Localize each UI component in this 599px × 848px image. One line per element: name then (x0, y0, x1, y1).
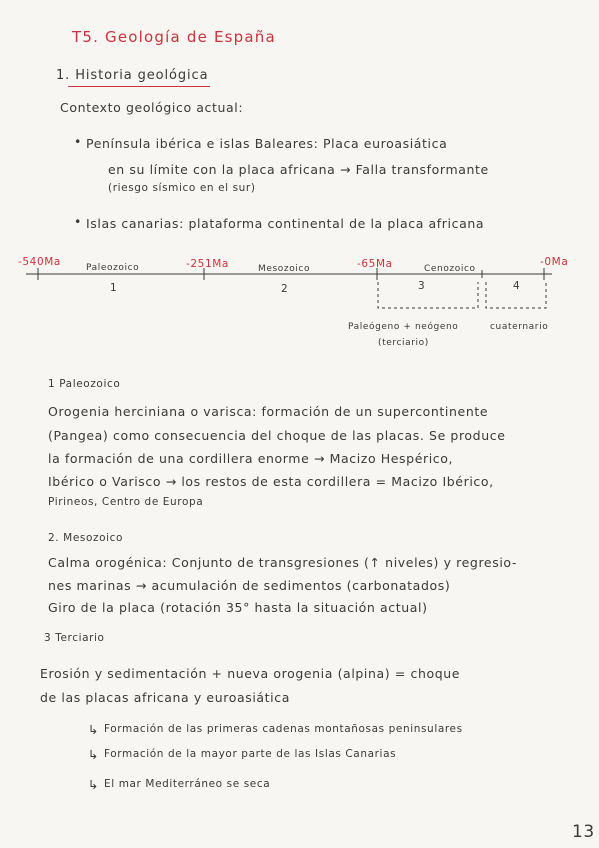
terciario-item: El mar Mediterráneo se seca (104, 778, 271, 790)
period-number-3: 3 (418, 280, 426, 292)
bullet2-text: Islas canarias: plataforma continental de la placa africana (86, 216, 485, 231)
mesozoico-line: Calma orogénica: Conjunto de transgresiones (↑ niveles) y regresio- (48, 555, 517, 570)
corner-arrow-icon: ↳ (88, 747, 100, 762)
corner-arrow-icon: ↳ (88, 722, 100, 737)
bullet1-line1: Península ibérica e islas Baleares: Placa euroasiática (86, 136, 448, 151)
paleozoico-line: Ibérico o Varisco → los restos de esta cordillera = Macizo Ibérico, (48, 474, 494, 489)
bullet-dot: • (74, 214, 82, 229)
terciario-item: Formación de las primeras cadenas montañosas peninsulares (104, 723, 463, 735)
bracket3-sublabel: (terciario) (378, 338, 429, 348)
section-heading-paleozoico: 1 Paleozoico (48, 378, 121, 390)
paleozoico-line: Orogenia herciniana o varisca: formación de un supercontinente (48, 404, 489, 419)
mesozoico-line: nes marinas → acumulación de sedimentos (carbonatados) (48, 578, 451, 593)
bullet-dot: • (74, 134, 82, 149)
section-heading-historia: 1. Historia geológica (56, 68, 209, 83)
page-title: T5. Geología de España (72, 28, 276, 46)
tick-label-251: -251Ma (186, 258, 229, 270)
era-paleozoico: Paleozoico (86, 263, 140, 273)
paleozoico-line: la formación de una cordillera enorme → Macizo Hespérico, (48, 451, 454, 466)
bullet1-line2: en su límite con la placa africana → Falla transformante (108, 162, 489, 177)
bracket4-label: cuaternario (490, 322, 549, 332)
tick-label-540: -540Ma (18, 256, 61, 268)
context-label: Contexto geológico actual: (60, 100, 244, 115)
page-number: 13 (572, 822, 595, 842)
period-number-4: 4 (513, 280, 521, 292)
era-mesozoico: Mesozoico (258, 264, 311, 274)
paleozoico-line: Pirineos, Centro de Europa (48, 496, 204, 508)
corner-arrow-icon: ↳ (88, 777, 100, 792)
section-heading-terciario: 3 Terciario (44, 632, 105, 644)
period-number-2: 2 (281, 283, 289, 295)
paleozoico-line: (Pangea) como consecuencia del choque de las placas. Se produce (48, 428, 506, 443)
period-number-1: 1 (110, 282, 118, 294)
terciario-item: Formación de la mayor parte de las Islas Canarias (104, 748, 397, 760)
bullet1-line3: (riesgo sísmico en el sur) (108, 182, 256, 194)
tick-label-65: -65Ma (357, 258, 393, 270)
mesozoico-line: Giro de la placa (rotación 35° hasta la situación actual) (48, 600, 428, 615)
section-heading-mesozoico: 2. Mesozoico (48, 532, 124, 544)
era-cenozoico: Cenozoico (424, 264, 476, 274)
terciario-line: Erosión y sedimentación + nueva orogenia (alpina) = choque (40, 666, 461, 681)
tick-label-0: -0Ma (540, 256, 569, 268)
bracket3-label: Paleógeno + neógeno (348, 322, 459, 332)
terciario-line: de las placas africana y euroasiática (40, 690, 290, 705)
